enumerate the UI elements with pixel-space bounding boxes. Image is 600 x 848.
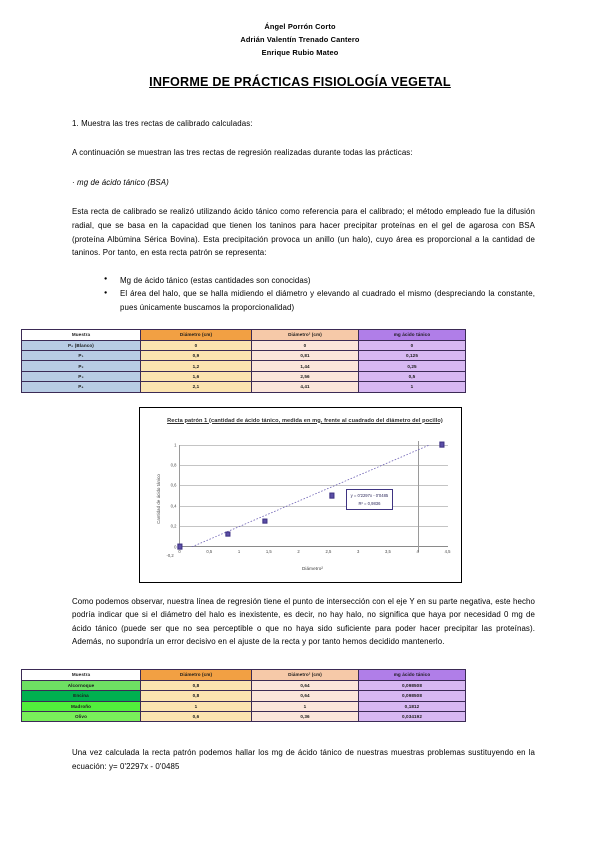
cell-diametro-cuadrado: 0,64 xyxy=(252,691,359,701)
trendline-equation: y = 0'2297x - 0'0485 xyxy=(350,493,389,499)
data-point xyxy=(440,442,445,447)
x-tick-label: 3,5 xyxy=(385,549,391,554)
document-body-2 xyxy=(0,595,600,649)
chart-title: Recta patrón 1 (cantidad de ácido tánico, medida en mg, frente al cuadrado del diámetro del pocillo) xyxy=(167,417,443,424)
author-1: Ángel Porrón Corto xyxy=(264,22,336,31)
data-point xyxy=(177,544,182,549)
table-header-row xyxy=(22,669,466,680)
cell-diametro: 0,6 xyxy=(141,712,252,722)
regression-chart xyxy=(139,407,462,583)
document-body xyxy=(0,117,600,315)
chart-equation-box xyxy=(346,489,394,510)
x-tick-label: 2 xyxy=(297,549,300,554)
subsection-heading: · mg de ácido tánico (BSA) xyxy=(72,177,169,187)
table-row xyxy=(22,680,466,690)
table-row xyxy=(22,350,466,360)
y-tick-label: 0,6 xyxy=(170,482,177,488)
closing-paragraph: Una vez calculada la recta patrón podemos hallar los mg de ácido tánico de nuestras muestras problemas sustituyendo en la ecuación: y= 0'2297x - 0'0485 xyxy=(72,748,535,772)
chart-y-negative-tick: -0,2 xyxy=(166,552,174,558)
y-tick-label: 0,8 xyxy=(170,462,177,468)
cell-mg: 0,034192 xyxy=(359,712,466,722)
table-row xyxy=(22,371,466,381)
x-tick-label: 4 xyxy=(416,549,419,554)
author-2: Adrián Valentín Trenado Cantero xyxy=(240,35,360,45)
cell-muestra: Encina xyxy=(22,691,141,701)
table-header-row xyxy=(22,329,466,340)
cell-diametro-cuadrado: 4,41 xyxy=(252,382,359,392)
cell-muestra: P₃ xyxy=(22,371,141,381)
chart-plot-area xyxy=(170,442,451,554)
cell-diametro: 1,6 xyxy=(141,371,252,381)
document-title: INFORME DE PRÁCTICAS FISIOLOGÍA VEGETAL xyxy=(149,74,451,89)
document-body-3 xyxy=(0,746,600,773)
cell-muestra: P₂ xyxy=(22,361,141,371)
cell-diametro: 1,2 xyxy=(141,361,252,371)
cell-diametro-cuadrado: 0,64 xyxy=(252,680,359,690)
x-tick-label: 3 xyxy=(356,549,360,554)
y-tick-label: 0,2 xyxy=(170,523,177,529)
cell-mg: 0,1812 xyxy=(359,701,466,711)
y-tick-label: 0,4 xyxy=(170,503,177,509)
cell-diametro: 1 xyxy=(141,701,252,711)
column-header-muestra: Muestra xyxy=(22,669,141,680)
cell-mg: 0,098508 xyxy=(359,691,466,701)
cell-diametro: 0,8 xyxy=(141,680,252,690)
discussion-paragraph: Como podemos observar, nuestra línea de regresión tiene el punto de intersección con el eje Y en su parte negativa, este hecho podría indicar que si el diámetro del halo es inexistente, es decir, no hay halo, no significa que haya por necesidad 0 mg de ácido tánico (puede ser que no sea perceptible o que no haya sido suficiente para poder hacer precipitar las proteínas). Además, no supondría un error decisivo en el ajuste de la recta y por tanto hemos decidido mantenerlo. xyxy=(72,596,535,647)
data-point xyxy=(225,531,230,536)
chart-canvas xyxy=(143,411,458,579)
x-tick-label: 0,5 xyxy=(206,549,213,554)
calibration-standards-table xyxy=(21,329,466,393)
data-point xyxy=(329,493,334,498)
x-tick-label: 4,5 xyxy=(444,549,451,554)
chart-x-axis-label: Diámetro² xyxy=(301,565,324,571)
column-header-diametro-cuadrado: Diámetro² (cm) xyxy=(252,329,359,340)
cell-diametro: 0,8 xyxy=(141,691,252,701)
data-point xyxy=(263,518,268,523)
cell-muestra: Alcornoque xyxy=(22,680,141,690)
cell-diametro-cuadrado: 1,44 xyxy=(252,361,359,371)
chart-trendline xyxy=(180,445,448,547)
column-header-muestra: Muestra xyxy=(22,329,141,340)
cell-mg: 0 xyxy=(359,340,466,350)
cell-diametro-cuadrado: 1 xyxy=(252,701,359,711)
sample-results-table xyxy=(21,669,466,723)
column-header-diametro-cuadrado: Diámetro² (cm) xyxy=(252,669,359,680)
x-tick-label: 2,5 xyxy=(325,549,332,554)
list-item: ● El área del halo, que se halla midiendo el diámetro y elevando al cuadrado el mismo (despreciando la constante, pues únicamente buscamos la proporcionalidad) xyxy=(104,287,535,314)
table-row xyxy=(22,382,466,392)
table-row xyxy=(22,701,466,711)
author-list xyxy=(0,0,600,60)
cell-mg: 0,125 xyxy=(359,350,466,360)
cell-diametro: 0 xyxy=(141,340,252,350)
y-tick-label: 0 xyxy=(174,544,177,549)
x-tick-label: 1 xyxy=(237,549,241,554)
cell-mg: 0,25 xyxy=(359,361,466,371)
method-paragraph: Esta recta de calibrado se realizó utilizando ácido tánico como referencia para el calibrado; el método empleado fue la difusión radial, que se basa en la capacidad que tienen los taninos para hacer precipitar proteínas en el gel de agarosa con BSA (proteína Albúmina Sérica Bovina). Esta precipitación provoca un anillo (un halo), cuyo área es proporcional a la cantidad de taninos. Por tanto, en esta recta patrón se representa: xyxy=(72,207,535,258)
column-header-mg-acido-tanico: mg ácido tánico xyxy=(359,669,466,680)
cell-diametro: 0,9 xyxy=(141,350,252,360)
cell-diametro: 2,1 xyxy=(141,382,252,392)
column-header-diametro: Diámetro (cm) xyxy=(141,329,252,340)
trendline-r-squared: R² = 0,9836 xyxy=(358,500,381,506)
cell-mg: 0,098508 xyxy=(359,680,466,690)
intro-paragraph: A continuación se muestran las tres rectas de regresión realizadas durante todas las prácticas: xyxy=(72,148,413,158)
representation-bullet-list xyxy=(72,274,535,315)
y-tick-label: 1 xyxy=(174,442,177,447)
cell-muestra: P₄ xyxy=(22,382,141,392)
column-header-mg-acido-tanico: mg ácido tánico xyxy=(359,329,466,340)
chart-y-axis-label: Cantidad de ácido tánico xyxy=(155,473,161,524)
cell-mg: 0,5 xyxy=(359,371,466,381)
column-header-diametro: Diámetro (cm) xyxy=(141,669,252,680)
table-row xyxy=(22,361,466,371)
list-item: ● Mg de ácido tánico (estas cantidades son conocidas) xyxy=(104,274,535,288)
x-tick-label: 1,5 xyxy=(265,549,272,554)
cell-diametro-cuadrado: 0,81 xyxy=(252,350,359,360)
cell-diametro-cuadrado: 0,36 xyxy=(252,712,359,722)
cell-diametro-cuadrado: 0 xyxy=(252,340,359,350)
table-row xyxy=(22,340,466,350)
cell-muestra: Madroño xyxy=(22,701,141,711)
cell-mg: 1 xyxy=(359,382,466,392)
cell-muestra: Olivo xyxy=(22,712,141,722)
table-row xyxy=(22,712,466,722)
cell-diametro-cuadrado: 2,56 xyxy=(252,371,359,381)
x-tick-label: 0 xyxy=(178,549,181,554)
author-3: Enrique Rubio Mateo xyxy=(261,48,339,58)
cell-muestra: P₁ xyxy=(22,350,141,360)
cell-muestra: P₀ (Blanco) xyxy=(22,340,141,350)
section-heading: 1. Muestra las tres rectas de calibrado calculadas: xyxy=(72,118,253,128)
table-row xyxy=(22,691,466,701)
